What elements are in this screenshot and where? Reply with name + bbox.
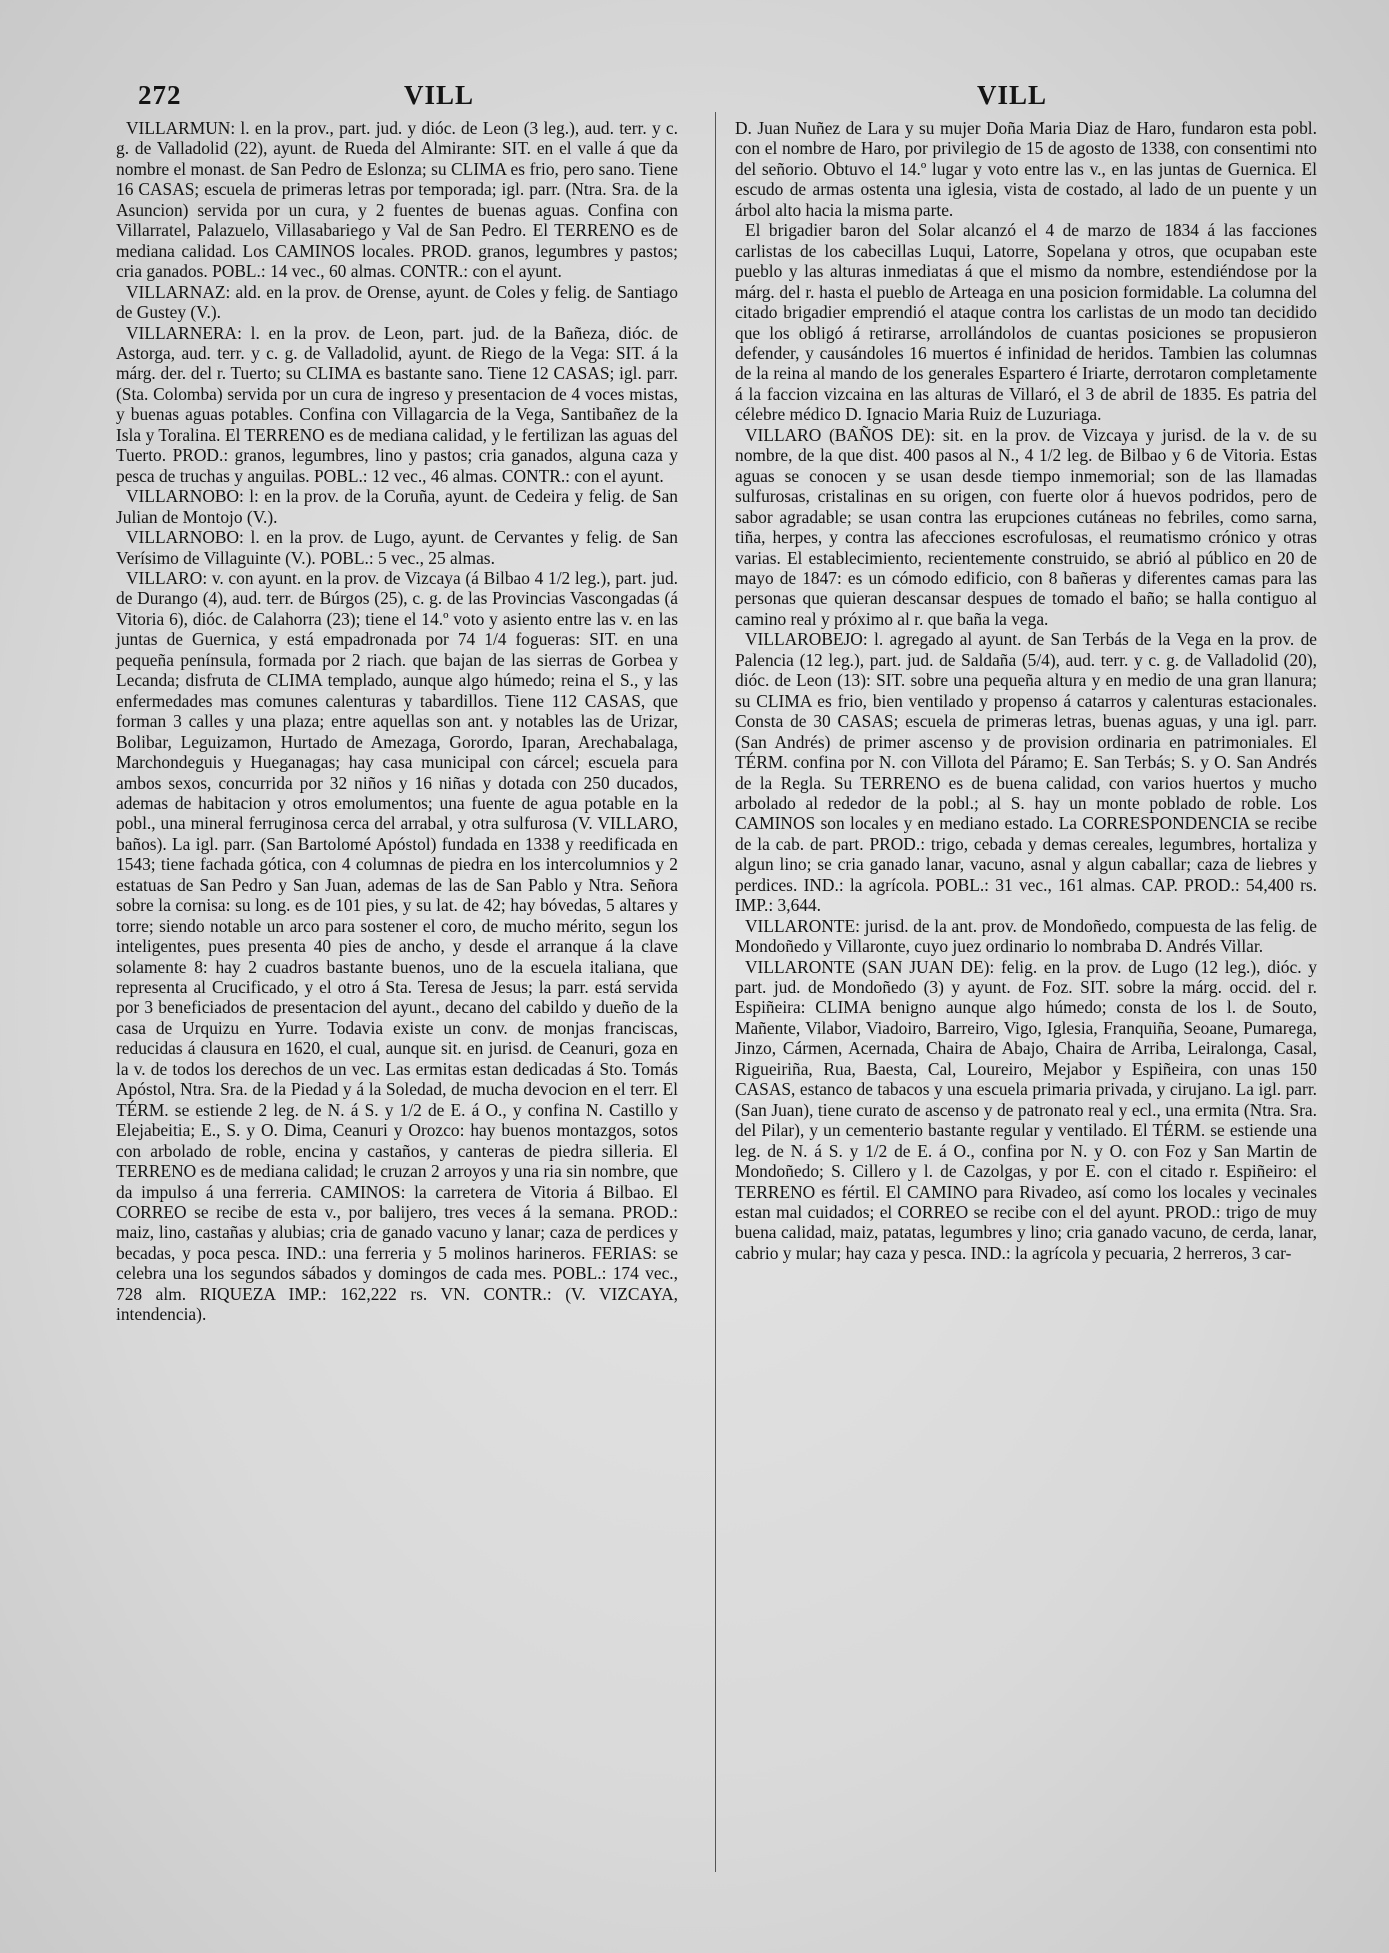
left-running-head: VILL	[404, 80, 475, 110]
page-number: 272	[138, 80, 182, 110]
entry-villaronte: VILLARONTE: jurisd. de la ant. prov. de Mondoñedo, compuesta de las felig. de Mondoñedo y Villaronte, cuyo juez ordinario lo nombraba D. Andrés Villar.	[735, 915, 1317, 957]
entry-villaro-banos: VILLARO (BAÑOS DE): sit. en la prov. de Vizcaya y jurisd. de la v. de su nombre, de la que dist. 400 pasos al N., 4 1/2 leg. de Bilbao y 6 de Vitoria. Estas aguas se conocen y se usan desde tiempo inmemorial; son de las llamadas sulfurosas, cristalinas en su origen, con fuerte olor á huevos podridos, pero de sabor agradable; se usan contra las erupciones cutáneas no febriles, como sarna, tiña, herpes, y contra las afecciones escrofulosas, el reumatismo crónico y otras varias. El establecimiento, recientemente construido, se abrió al público en 20 de mayo de 1847: es un cómodo edificio, con 8 bañeras y diferentes camas para las personas que quieran descansar despues de tomado el baño; se halla contiguo al camino real y próximo al r. que baña la vega.	[735, 424, 1317, 629]
paragraph-villaro-history: D. Juan Nuñez de Lara y su mujer Doña Maria Diaz de Haro, fundaron esta pobl. con el nombre de Haro, por privilegio de 15 de agosto de 1338, con consentimi nto del señorio. Obtuvo el 14.º lugar y voto entre las v., en las juntas de Guernica. El escudo de armas ostenta una iglesia, vista de costado, al lado de un puente y un árbol alto hacia la misma parte.	[735, 118, 1317, 220]
entry-villarnera: VILLARNERA: l. en la prov. de Leon, part. jud. de la Bañeza, dióc. de Astorga, aud. terr. y c. g. de Valladolid, ayunt. de Riego de la Vega: SIT. á la márg. der. del r. Tuerto; su CLIMA es bastante sano. Tiene 12 CASAS; igl. parr. (Sta. Colomba) servida por un cura de ingreso y presentacion de 4 voces mistas, y buenas aguas potables. Confina con Villagarcia de la Vega, Santibañez de la Isla y Toralina. El TERRENO es de mediana calidad, y le fertilizan las aguas del Tuerto. PROD.: granos, legumbres, lino y pastos; cria ganados, alguna caza y pesca de truchas y anguilas. POBL.: 12 vec., 46 almas. CONTR.: con el ayunt.	[116, 322, 678, 486]
entry-villarnaz: VILLARNAZ: ald. en la prov. de Orense, ayunt. de Coles y felig. de Santiago de Gustey (V.).	[116, 281, 678, 323]
entry-villarobejo: VILLAROBEJO: l. agregado al ayunt. de San Terbás de la Vega en la prov. de Palencia (12 leg.), part. jud. de Saldaña (5/4), aud. terr. y c. g. de Valladolid (20), dióc. de Leon (13): SIT. sobre una pequeña altura y en medio de una gran llanura; su CLIMA es frio, bien ventilado y propenso á catarros y calenturas estacionales. Consta de 30 CASAS; escuela de primeras letras, buenas aguas, y una igl. parr. (San Andrés) de primer ascenso y de provision ordinaria en patrimoniales. El TÉRM. confina por N. con Villota del Páramo; E. San Terbás; S. y O. San Andrés de la Regla. Su TERRENO es de buena calidad, con varios huertos y mucho arbolado al rededor de la pobl.; al S. hay un monte poblado de roble. Los CAMINOS son locales y en mediano estado. La CORRESPONDENCIA se recibe de la cab. de part. PROD.: trigo, cebada y demas cereales, legumbres, hortaliza y algun lino; se cria ganado lanar, vacuno, asnal y algun caballar; caza de liebres y perdices. IND.: la agrícola. POBL.: 31 vec., 161 almas. CAP. PROD.: 54,400 rs. IMP.: 3,644.	[735, 629, 1317, 916]
right-running-head: VILL	[977, 80, 1048, 110]
paragraph-villaro-carlist-war: El brigadier baron del Solar alcanzó el 4 de marzo de 1834 á las facciones carlistas de los cabecillas Luqui, Latorre, Sopelana y otros, que ocupaban este pueblo y las alturas inmediatas á que el mismo da nombre, estendiéndose por la márg. del r. hasta el pueblo de Arteaga en una posicion formidable. La columna del citado brigadier emprendió el ataque contra los carlistas de un modo tan decidido que los obligó á retirarse, arrollándolos de cuantas posiciones se propusieron defender, y causándoles 16 muertos é infinidad de heridos. Tambien las columnas de la reina al mando de los generales Espartero é Iriarte, derrotaron completamente á la faccion vizcaina en las alturas de Villaró, el 3 de abril de 1835. Es patria del célebre médico D. Ignacio Maria Ruiz de Luzuriaga.	[735, 220, 1317, 425]
left-column	[116, 118, 678, 1325]
entry-villarnobo-coruna: VILLARNOBO: l: en la prov. de la Coruña, ayunt. de Cedeira y felig. de San Julian de Montojo (V.).	[116, 486, 678, 527]
running-header	[0, 80, 1389, 110]
entry-villarmun: VILLARMUN: l. en la prov., part. jud. y dióc. de Leon (3 leg.), aud. terr. y c. g. de Valladolid (22), ayunt. de Rueda del Almirante: SIT. en el valle á que da nombre el monast. de San Pedro de Eslonza; su CLIMA es frio, pero sano. Tiene 16 CASAS; escuela de primeras letras por temporada; igl. parr. (Ntra. Sra. de la Asuncion) servida por un cura, y 2 fuentes de buenas aguas. Confina con Villarratel, Palazuelo, Villasabariego y Val de San Pedro. El TERRENO es de mediana calidad. Los CAMINOS locales. PROD. granos, legumbres y pastos; cria ganados. POBL.: 14 vec., 60 almas. CONTR.: con el ayunt.	[116, 118, 678, 282]
entry-villaro: VILLARO: v. con ayunt. en la prov. de Vizcaya (á Bilbao 4 1/2 leg.), part. jud. de Durango (4), aud. terr. de Búrgos (25), c. g. de las Provincias Vascongadas (á Vitoria 6), dióc. de Calahorra (23); tiene el 14.º voto y asiento entre las v. en las juntas de Guernica, y está empadronada por 74 1/4 fogueras: SIT. en una pequeña península, formada por 2 riach. que bajan de las sierras de Gorbea y Lecanda; disfruta de CLIMA templado, aunque algo húmedo; reina el S., y las enfermedades mas comunes calenturas y tabardillos. Tiene 112 CASAS, que forman 3 calles y una plaza; entre aquellas son ant. y notables las de Urizar, Bolibar, Leguizamon, Hurtado de Amezaga, Gorordo, Iparan, Arechabalaga, Marchondeguis y Hueganagas; hay casa municipal con cárcel; escuela para ambos sexos, concurrida por 32 niños y 16 niñas y dotada con 250 ducados, ademas de habitacion y otros emolumentos; una fuente de agua potable en la pobl., una mineral ferruginosa cerca del arrabal, y otra sulfurosa (V. VILLARO, baños). La igl. parr. (San Bartolomé Apóstol) fundada en 1338 y reedificada en 1543; tiene fachada gótica, con 4 columnas de piedra en los intercolumnios y 2 estatuas de San Pedro y San Juan, ademas de las de San Pablo y Ntra. Señora sobre la cornisa: su long. es de 101 pies, y su lat. de 42; hay bóvedas, 5 altares y torre; siendo notable un arco para sostener el coro, de mucho mérito, segun los inteligentes, pues presenta 40 pies de ancho, y desde el arranque á la clave solamente 8: hay 2 cuadros bastante buenos, uno de la escuela italiana, que representa al Crucificado, y el otro á Sta. Teresa de Jesus; la parr. está servida por 3 beneficiados de presentacion del ayunt., decano del cabildo y dueño de la casa de Urquizu en Yurre. Todavia existe un conv. de monjas franciscas, reducidas á clausura en 1620, el cual, aunque sit. en jurisd. de Ceanuri, goza en la v. de todos los derechos de un vec. Las ermitas estan dedicadas á Sto. Tomás Apóstol, Ntra. Sra. de la Piedad y á la Soledad, de mucha devocion en el terr. El TÉRM. se estiende 2 leg. de N. á S. y 1/2 de E. á O., y confina N. Castillo y Elejabeitia; E., S. y O. Dima, Ceanuri y Orozco: hay buenos montazgos, sotos con arbolado de roble, encina y castaños, y canteras de piedra silleria. El TERRENO es de mediana calidad; le cruzan 2 arroyos y una ria sin nombre, que da impulso á una ferreria. CAMINOS: la carretera de Vitoria á Bilbao. El CORREO se recibe de esta v., por balijero, tres veces á la semana. PROD.: maiz, lino, castañas y alubias; cria de ganado vacuno y lanar; caza de perdices y becadas, y poca pesca. IND.: una ferreria y 5 molinos harineros. FERIAS: se celebra una los segundos sábados y domingos de cada mes. POBL.: 174 vec., 728 alm. RIQUEZA IMP.: 162,222 rs. VN. CONTR.: (V. VIZCAYA, intendencia).	[116, 567, 678, 1325]
entry-villarnobo-lugo: VILLARNOBO: l. en la prov. de Lugo, ayunt. de Cervantes y felig. de San Verísimo de Villaguinte (V.). POBL.: 5 vec., 25 almas.	[116, 527, 678, 568]
right-column	[735, 118, 1317, 1263]
column-divider	[715, 112, 716, 1872]
entry-villaronte-san-juan: VILLARONTE (SAN JUAN DE): felig. en la prov. de Lugo (12 leg.), dióc. y part. jud. de Mondoñedo (3) y ayunt. de Foz. SIT. sobre la márg. occid. del r. Espiñeira: CLIMA benigno aunque algo húmedo; consta de los l. de Souto, Mañente, Vilabor, Viadoiro, Barreiro, Vigo, Iglesia, Franquiña, Seoane, Pumarega, Jinzo, Cármen, Acernada, Chaira de Abajo, Chaira de Arriba, Leiralonga, Casal, Rigueiriña, Rua, Baesta, Cal, Loureiro, Mejabor y Espiñeira, con unas 150 CASAS, estanco de tabacos y una escuela primaria privada, y cirujano. La igl. parr. (San Juan), tiene curato de ascenso y de patronato real y ecl., una ermita (Ntra. Sra. del Pilar), y un cementerio bastante regular y ventilado. El TÉRM. se estiende una leg. de N. á S. y 1/2 de E. á O., confina por N. y O. con Foz y San Martin de Mondoñedo; S. Cillero y l. de Cazolgas, y por E. con el citado r. Espiñeiro: el TERRENO es fértil. El CAMINO para Rivadeo, así como los locales y vecinales estan mal cuidados; el CORREO se recibe con el del ayunt. PROD.: trigo de muy buena calidad, maiz, patatas, legumbres y lino; cria ganado vacuno, de cerda, lanar, cabrio y mular; hay caza y pesca. IND.: la agrícola y pecuaria, 2 herreros, 3 car-	[735, 956, 1317, 1263]
